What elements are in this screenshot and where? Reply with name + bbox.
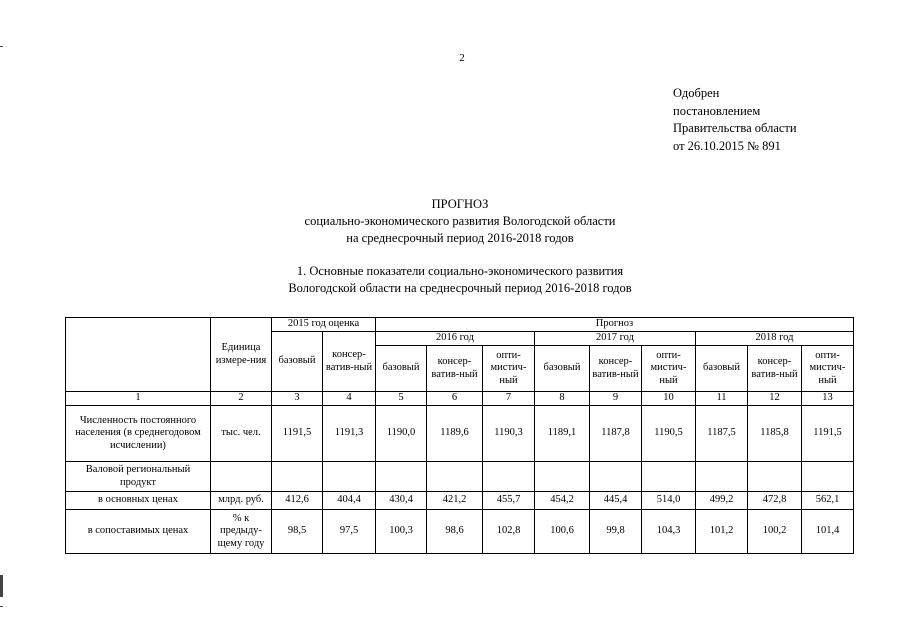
approval-stamp [673, 85, 797, 155]
row-unit: млрд. руб. [211, 492, 272, 510]
table-cell: 421,2 [427, 492, 483, 510]
header-unit: Единица измере-ния [211, 318, 272, 392]
column-number: 11 [696, 392, 748, 406]
header-2018-base: базовый [696, 346, 748, 392]
table-cell: 101,4 [802, 510, 854, 554]
header-2018-opt: опти-мистич-ный [802, 346, 854, 392]
header-indicator-empty [66, 318, 211, 392]
row-label: Численность постоянного населения (в среднегодовом исчислении) [66, 406, 211, 462]
column-number: 5 [376, 392, 427, 406]
section-heading [130, 263, 790, 297]
header-2017-cons: консер-ватив-ный [590, 346, 642, 392]
header-2018: 2018 год [696, 332, 854, 346]
row-label: в сопоставимых ценах [66, 510, 211, 554]
table-cell [590, 462, 642, 492]
section-line: 1. Основные показатели социально-экономического развития [296, 264, 624, 278]
table-cell: 1190,5 [642, 406, 696, 462]
scan-edge-mark [0, 46, 3, 47]
column-number: 3 [272, 392, 323, 406]
table-cell [427, 462, 483, 492]
table-cell [323, 462, 376, 492]
header-2015: 2015 год оценка [272, 318, 376, 332]
table-cell: 98,6 [427, 510, 483, 554]
header-2016-opt: опти-мистич-ный [483, 346, 535, 392]
section-line: Вологодской области на среднесрочный период 2016-2018 годов [288, 281, 632, 295]
column-number: 2 [211, 392, 272, 406]
column-number: 8 [535, 392, 590, 406]
table-cell: 104,3 [642, 510, 696, 554]
header-2016-cons: консер-ватив-ный [427, 346, 483, 392]
table-cell: 445,4 [590, 492, 642, 510]
table-cell: 1190,3 [483, 406, 535, 462]
document-title [130, 196, 790, 247]
approval-line: постановлением [673, 103, 761, 118]
table-row [66, 462, 854, 492]
approval-line: Правительства области [673, 121, 797, 135]
row-unit [211, 462, 272, 492]
table-cell: 562,1 [802, 492, 854, 510]
column-number: 6 [427, 392, 483, 406]
header-forecast: Прогноз [376, 318, 854, 332]
column-number: 9 [590, 392, 642, 406]
forecast-table [65, 317, 854, 554]
row-unit: тыс. чел. [211, 406, 272, 462]
header-2016-base: базовый [376, 346, 427, 392]
table-cell: 102,8 [483, 510, 535, 554]
table-cell: 1189,1 [535, 406, 590, 462]
table-cell: 100,2 [748, 510, 802, 554]
approval-line: от 26.10.2015 № 891 [673, 138, 781, 153]
table-cell: 1187,5 [696, 406, 748, 462]
table-cell: 100,3 [376, 510, 427, 554]
table-cell [696, 462, 748, 492]
column-number: 7 [483, 392, 535, 406]
table-cell [535, 462, 590, 492]
approval-line: Одобрен [673, 86, 720, 100]
table-cell: 1187,8 [590, 406, 642, 462]
header-2017: 2017 год [535, 332, 696, 346]
title-line: ПРОГНОЗ [431, 197, 489, 211]
table-cell: 499,2 [696, 492, 748, 510]
column-number-row [66, 392, 854, 406]
table-cell: 472,8 [748, 492, 802, 510]
table-cell: 412,6 [272, 492, 323, 510]
table-cell: 1191,3 [323, 406, 376, 462]
table-cell: 1189,6 [427, 406, 483, 462]
table-cell: 1185,8 [748, 406, 802, 462]
header-2015-cons: консер-ватив-ный [323, 332, 376, 392]
table-cell: 430,4 [376, 492, 427, 510]
header-2017-base: базовый [535, 346, 590, 392]
table-row [66, 510, 854, 554]
table-cell [483, 462, 535, 492]
table-cell [272, 462, 323, 492]
table-cell: 100,6 [535, 510, 590, 554]
table-row [66, 406, 854, 462]
table-cell: 455,7 [483, 492, 535, 510]
row-unit: % к предыду-щему году [211, 510, 272, 554]
title-line: социально-экономического развития Вологодской области [304, 214, 616, 228]
column-number: 13 [802, 392, 854, 406]
table-cell [748, 462, 802, 492]
table-cell: 454,2 [535, 492, 590, 510]
column-number: 4 [323, 392, 376, 406]
table-cell [642, 462, 696, 492]
table-cell: 1191,5 [802, 406, 854, 462]
column-number: 1 [66, 392, 211, 406]
table-cell: 1190,0 [376, 406, 427, 462]
title-line: на среднесрочный период 2016-2018 годов [346, 231, 574, 245]
scan-edge-mark [0, 575, 3, 597]
header-2018-cons: консер-ватив-ный [748, 346, 802, 392]
table-cell [802, 462, 854, 492]
table-cell [376, 462, 427, 492]
table-cell: 98,5 [272, 510, 323, 554]
row-label: в основных ценах [66, 492, 211, 510]
scan-edge-mark [0, 606, 3, 607]
table-cell: 514,0 [642, 492, 696, 510]
row-label: Валовой региональный продукт [66, 462, 211, 492]
table-cell: 1191,5 [272, 406, 323, 462]
table-cell: 101,2 [696, 510, 748, 554]
page-number: 2 [459, 52, 465, 64]
table-cell: 99,8 [590, 510, 642, 554]
table-cell: 404,4 [323, 492, 376, 510]
table-cell: 97,5 [323, 510, 376, 554]
column-number: 10 [642, 392, 696, 406]
header-2015-base: базовый [272, 332, 323, 392]
column-number: 12 [748, 392, 802, 406]
header-2016: 2016 год [376, 332, 535, 346]
table-row [66, 492, 854, 510]
header-2017-opt: опти-мистич-ный [642, 346, 696, 392]
